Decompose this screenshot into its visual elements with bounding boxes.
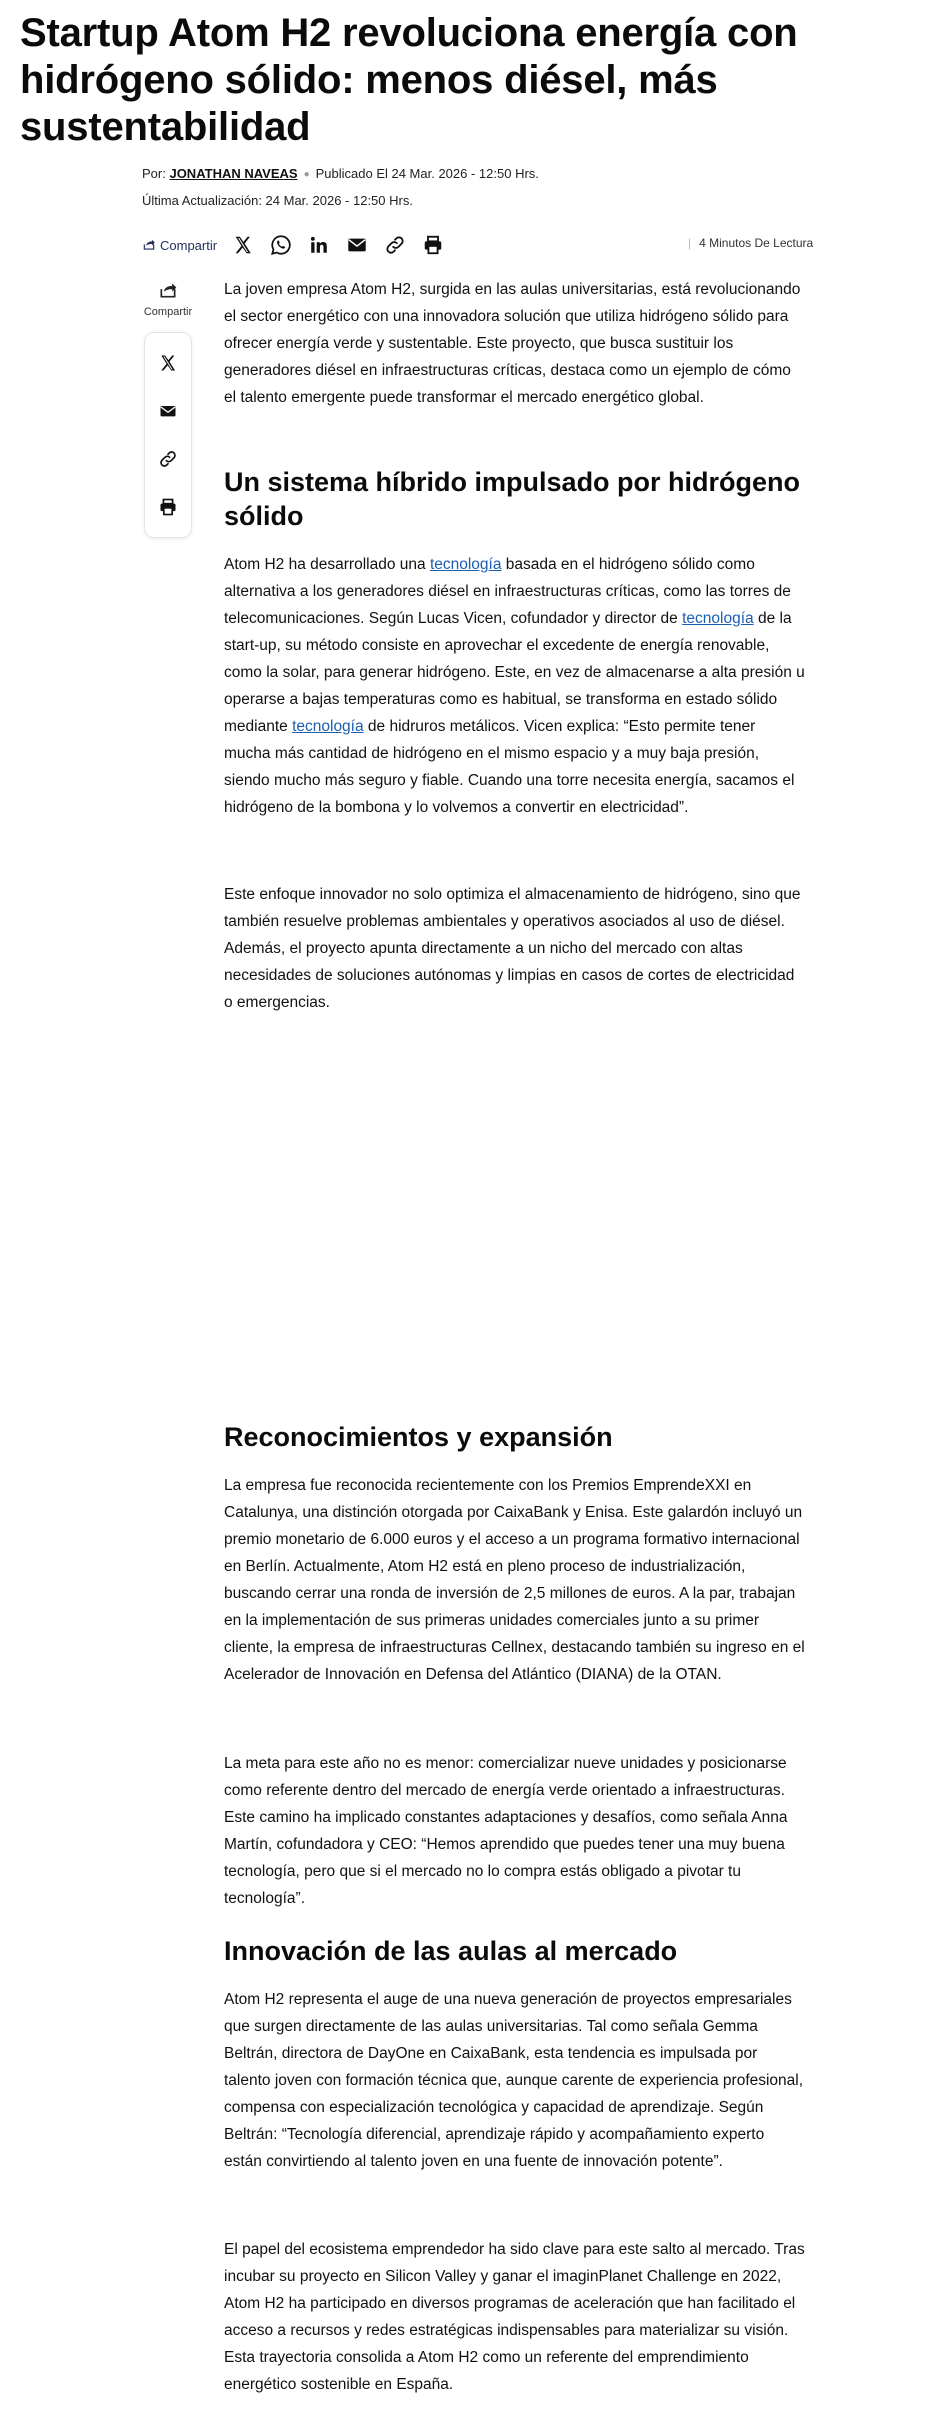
article-headline: Startup Atom H2 revoluciona energía con hidrógeno sólido: menos diésel, más sustentabilidad: [20, 11, 798, 149]
share-linkedin-button[interactable]: [303, 229, 335, 261]
share-bar: [142, 229, 455, 261]
text-span: basada en el hidrógeno sólido como alternativa a los generadores diésel en infraestructuras críticas, como las torres de telecomunicaciones. Según Lucas Vicen, cofundador y director de: [224, 556, 791, 627]
byline: [142, 166, 539, 181]
updated-date: Última Actualización: 24 Mar. 2026 - 12:50 Hrs.: [142, 193, 413, 208]
paragraph-ecosystem: El papel del ecosistema emprendedor ha sido clave para este salto al mercado. Tras incubar su proyecto en Silicon Valley y ganar el imaginPlanet Challenge en 2022, Atom H2 ha participado en diversos programas de aceleración que han facilitado el acceso a recursos y redes estratégicas indispensables para materializar su visión. Esta trayectoria consolida a Atom H2 como un referente del emprendimiento energético sostenible en España.: [224, 2241, 805, 2393]
printer-icon: [158, 497, 178, 517]
floating-email-button[interactable]: [148, 387, 188, 435]
tecnologia-link[interactable]: tecnología: [292, 718, 364, 735]
section-heading-recognition: Reconocimientos y expansión: [224, 1422, 613, 1452]
reading-time-label: 4 Minutos De Lectura: [699, 236, 814, 250]
author-link[interactable]: JONATHAN NAVEAS: [169, 166, 298, 181]
copy-link-button[interactable]: [379, 229, 411, 261]
paragraph-approach: Este enfoque innovador no solo optimiza el almacenamiento de hidrógeno, sino que también resuelve problemas ambientales y operativos asociados al uso de diésel. Además, el proyecto apunta directamente a un nicho del mercado con altas necesidades de soluciones autónomas y limpias en casos de cortes de electricidad o emergencias.: [224, 886, 801, 1011]
floating-share-button[interactable]: [144, 280, 192, 318]
tecnologia-link[interactable]: tecnología: [429, 556, 502, 573]
email-icon: [158, 401, 178, 421]
section-heading-innovation: Innovación de las aulas al mercado: [224, 1936, 678, 1966]
byline-prefix: Por:: [142, 166, 170, 181]
share-icon: [158, 280, 178, 300]
paragraph-technology: [224, 551, 806, 821]
share-whatsapp-button[interactable]: [265, 229, 297, 261]
share-email-button[interactable]: [341, 229, 373, 261]
paragraph-goals: La meta para este año no es menor: comercializar nueve unidades y posicionarse como referente dentro del mercado de energía verde orientado a infraestructuras. Este camino ha implicado constantes adaptaciones y desafíos, como señala Anna Martín, cofundadora y CEO: “Hemos aprendido que puedes tener una muy buena tecnología, pero que si el mercado no lo compra estás obligado a pivotar tu tecnología”.: [224, 1755, 788, 1907]
section-heading-hydrogen-system: Un sistema híbrido impulsado por hidrógeno sólido: [224, 467, 801, 531]
text-span: de la start-up, su método consiste en aprovechar el excedente de energía renovable, como la solar, para generar hidrógeno. Este, en vez de almacenarse a alta presión u operarse a bajas temperaturas como es habitual, se transforma en estado sólido mediante: [224, 610, 805, 735]
share-button[interactable]: [142, 238, 217, 253]
printer-icon: [422, 234, 444, 256]
floating-share-rail: [145, 280, 191, 538]
x-icon: [158, 353, 178, 373]
paragraph-university: Atom H2 representa el auge de una nueva generación de proyectos empresariales que surgen directamente de las aulas universitarias. Tal como señala Gemma Beltrán, directora de DayOne en CaixaBank, esta tendencia es impulsada por talento joven con formación técnica que, aunque carente de experiencia profesional, compensa con especialización tecnológica y capacidad de aprendizaje. Según Beltrán: “Tecnología diferencial, aprendizaje rápido y acompañamiento experto están convirtiendo al talento joven en una fuente de innovación potente”.: [224, 1991, 804, 2170]
link-icon: [384, 234, 406, 256]
text-span: Atom H2 ha desarrollado una: [224, 556, 430, 573]
email-icon: [346, 234, 368, 256]
floating-print-button[interactable]: [148, 483, 188, 531]
floating-share-label: Compartir: [143, 306, 193, 318]
published-date: Publicado El 24 Mar. 2026 - 12:50 Hrs.: [315, 166, 539, 181]
tecnologia-link[interactable]: tecnología: [682, 610, 754, 627]
floating-x-button[interactable]: [148, 339, 188, 387]
share-x-button[interactable]: [227, 229, 259, 261]
print-button[interactable]: [417, 229, 449, 261]
reading-time: [688, 236, 813, 250]
floating-copy-link-button[interactable]: [148, 435, 188, 483]
x-icon: [232, 234, 254, 256]
share-icon: [142, 238, 156, 252]
text-span: de hidruros metálicos. Vicen explica: “Esto permite tener mucha más cantidad de hidrógeno en el mismo espacio y a muy baja presión, siendo mucho más seguro y fiable. Cuando una torre necesita energía, sacamos el hidrógeno de la bombona y lo volvemos a convertir en electricidad”.: [224, 718, 795, 816]
floating-share-panel: [144, 332, 192, 538]
linkedin-icon: [308, 234, 330, 256]
intro-paragraph: La joven empresa Atom H2, surgida en las aulas universitarias, está revolucionando el sector energético con una innovadora solución que utiliza hidrógeno sólido para ofrecer energía verde y sustentable. Este proyecto, que busca sustituir los generadores diésel en infraestructuras críticas, destaca como un ejemplo de cómo el talento emergente puede transformar el mercado energético global.: [224, 281, 801, 406]
separator-dot-icon: ●: [303, 169, 310, 180]
paragraph-awards: La empresa fue reconocida recientemente con los Premios EmprendeXXI en Catalunya, una distinción otorgada por CaixaBank y Enisa. Este galardón incluyó un premio monetario de 6.000 euros y el acceso a un programa formativo internacional en Berlín. Actualmente, Atom H2 está en pleno proceso de industrialización, buscando cerrar una ronda de inversión de 2,5 millones de euros. A la par, trabajan en la implementación de sus primeras unidades comerciales junto a su primer cliente, la empresa de infraestructuras Cellnex, destacando también su ingreso en el Acelerador de Innovación en Defensa del Atlántico (DIANA) de la OTAN.: [224, 1477, 805, 1683]
separator-icon: |: [688, 236, 692, 250]
link-icon: [158, 449, 178, 469]
share-label: Compartir: [160, 237, 218, 253]
whatsapp-icon: [270, 234, 292, 256]
